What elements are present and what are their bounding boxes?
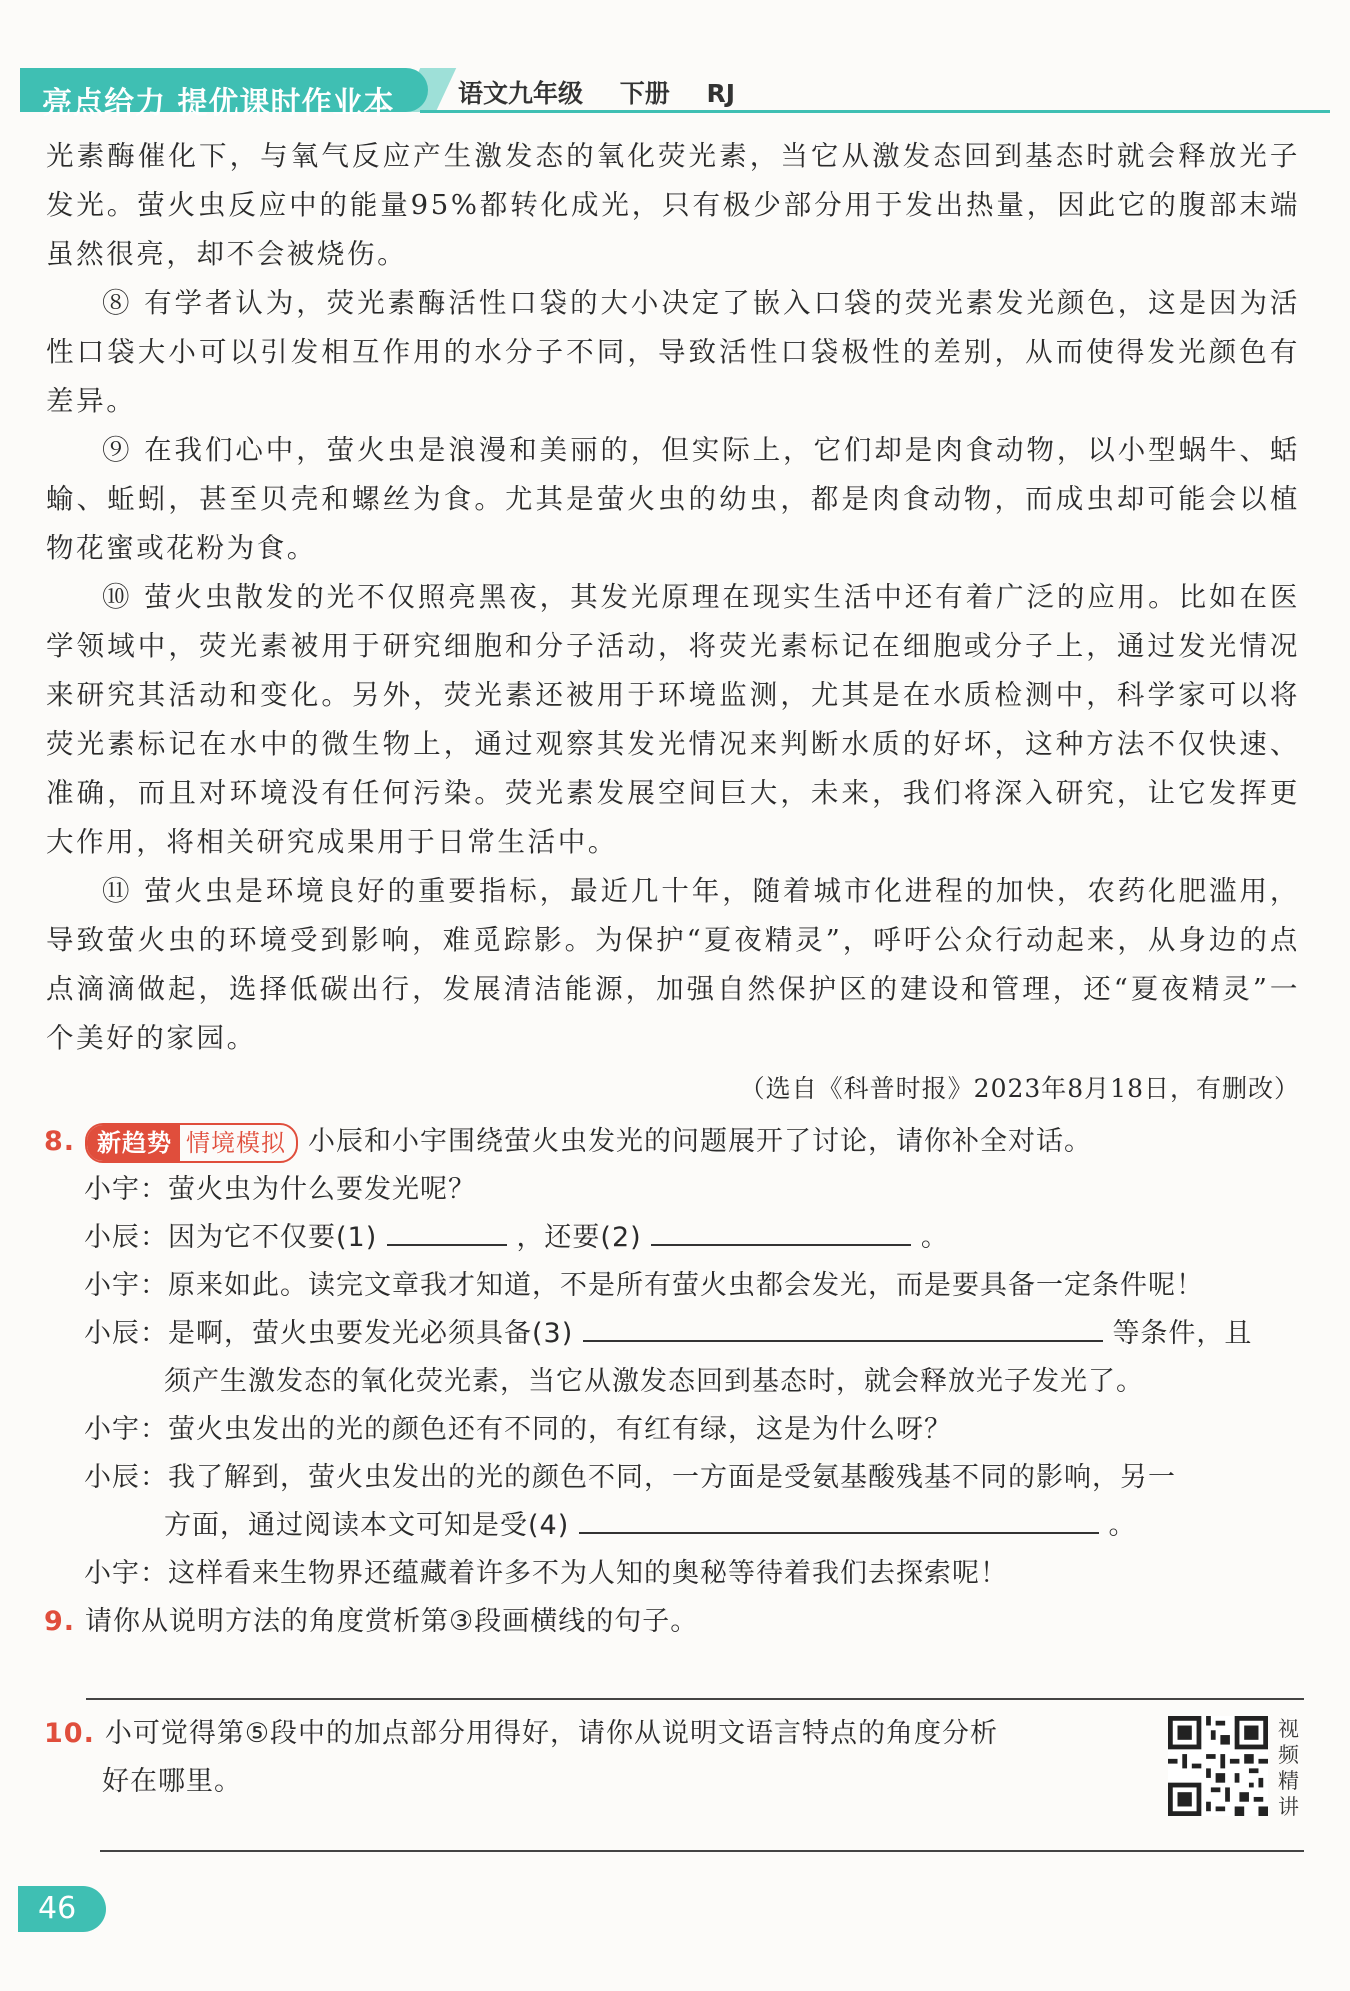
video-explanation-label: 视频精讲 [1278, 1717, 1299, 1819]
trend-tag [85, 1123, 298, 1163]
question-10-text: 小可觉得第⑤段中的加点部分用得好，请你从说明文语言特点的角度分析 [104, 1718, 999, 1749]
answer-blank-4[interactable] [579, 1502, 1099, 1534]
question-9 [44, 1598, 1306, 1646]
dialog-line: 小宇：萤火虫为什么要发光呢？ [84, 1174, 476, 1205]
question-10-number: 10. [44, 1718, 95, 1749]
question-9-text: 请你从说明方法的角度赏析第③段画横线的句子。 [85, 1606, 699, 1637]
paragraph-11: ⑪ 萤火虫是环境良好的重要指标，最近几十年，随着城市化进程的加快，农药化肥滥用，导致萤火虫的环境受到影响，难觅踪影。为保护“夏夜精灵”，呼吁公众行动起来，从身边的点点滴滴做起，选择低碳出行，发展清洁能源，加强自然保护区的建设和管理，还“夏夜精灵”一个美好的家园。 [46, 875, 1300, 1054]
dialog-line: 小宇：原来如此。读完文章我才知道，不是所有萤火虫都会发光，而是要具备一定条件呢！ [84, 1270, 1204, 1301]
dialog-text: ，还要(2) [516, 1222, 642, 1253]
article-body [46, 132, 1300, 1113]
dialog-text: 。 [920, 1222, 949, 1253]
question-10 [44, 1710, 1144, 1806]
trend-tag-label: 新趋势 [87, 1125, 180, 1161]
question-8-prompt: 小辰和小宇围绕萤火虫发光的问题展开了讨论，请你补全对话。 [308, 1126, 1093, 1157]
dialog-text: 方面，通过阅读本文可知是受(4) [164, 1510, 570, 1541]
page-number: 46 [18, 1886, 106, 1932]
page-header [0, 62, 1350, 121]
paragraph-9: ⑨ 在我们心中，萤火虫是浪漫和美丽的，但实际上，它们却是肉食动物，以小型蜗牛、蛞蝓、蚯蚓，甚至贝壳和螺丝为食。尤其是萤火虫的幼虫，都是肉食动物，而成虫却可能会以植物花蜜或花粉为食。 [46, 434, 1300, 564]
dialog-text: 小辰：因为它不仅要(1) [84, 1222, 378, 1253]
answer-blank-2[interactable] [651, 1214, 911, 1246]
dialog-text: 小辰：是啊，萤火虫要发光必须具备(3) [84, 1318, 574, 1349]
question-10-line: 好在哪里。 [102, 1766, 242, 1797]
answer-line-q9[interactable] [86, 1698, 1304, 1700]
qr-code-icon[interactable] [1168, 1716, 1268, 1816]
article-source: （选自《科普时报》2023年8月18日，有删改） [739, 1074, 1300, 1103]
dialog-text: 等条件，且 [1112, 1318, 1253, 1349]
dialog [44, 1166, 1306, 1598]
scenario-tag-label: 情境模拟 [186, 1128, 287, 1157]
dialog-line [84, 1502, 1306, 1550]
dialog-line: 小宇：萤火虫发出的光的颜色还有不同的，有红有绿，这是为什么呀？ [84, 1414, 952, 1445]
subject-label: 语文九年级 [458, 79, 584, 108]
answer-blank-3[interactable] [583, 1310, 1103, 1342]
questions-section [44, 1118, 1306, 1646]
edition-label: RJ [706, 79, 736, 108]
paragraph-continued: 光素酶催化下，与氧气反应产生激发态的氧化荧光素，当它从激发态回到基态时就会释放光子发光。萤火虫反应中的能量95%都转化成光，只有极少部分用于发出热量，因此它的腹部末端虽然很亮，却不会被烧伤。 [46, 140, 1300, 270]
paragraph-8: ⑧ 有学者认为，荧光素酶活性口袋的大小决定了嵌入口袋的荧光素发光颜色，这是因为活性口袋大小可以引发相互作用的水分子不同，导致活性口袋极性的差别，从而使得发光颜色有差异。 [46, 287, 1300, 417]
brand-title: 亮点给力 提优课时作业本 [42, 86, 395, 121]
question-8-header [44, 1118, 1306, 1166]
volume-label: 下册 [619, 79, 670, 108]
dialog-line: 须产生激发态的氧化荧光素，当它从激发态回到基态时，就会释放光子发光了。 [164, 1366, 1144, 1397]
paragraph-10: ⑩ 萤火虫散发的光不仅照亮黑夜，其发光原理在现实生活中还有着广泛的应用。比如在医学领域中，荧光素被用于研究细胞和分子活动，将荧光素标记在细胞或分子上，通过发光情况来研究其活动和变化。另外，荧光素还被用于环境监测，尤其是在水质检测中，科学家可以将荧光素标记在水中的微生物上，通过观察其发光情况来判断水质的好坏，这种方法不仅快速、准确，而且对环境没有任何污染。荧光素发展空间巨大，未来，我们将深入研究，让它发挥更大作用，将相关研究成果用于日常生活中。 [46, 581, 1300, 858]
dialog-line [84, 1310, 1306, 1358]
dialog-text: 。 [1108, 1510, 1137, 1541]
question-8-number: 8. [44, 1126, 76, 1157]
brand-banner [20, 68, 428, 121]
answer-blank-1[interactable] [387, 1214, 507, 1246]
question-9-number: 9. [44, 1606, 76, 1637]
dialog-line: 小宇：这样看来生物界还蕴藏着许多不为人知的奥秘等待着我们去探索呢！ [84, 1558, 1008, 1589]
dialog-line: 小辰：我了解到，萤火虫发出的光的颜色不同，一方面是受氨基酸残基不同的影响，另一 [84, 1462, 1176, 1493]
question-10-line [44, 1710, 1144, 1758]
dialog-line [84, 1214, 1306, 1262]
book-info [458, 74, 763, 110]
answer-line-q10[interactable] [100, 1850, 1304, 1852]
header-divider [420, 110, 1330, 113]
